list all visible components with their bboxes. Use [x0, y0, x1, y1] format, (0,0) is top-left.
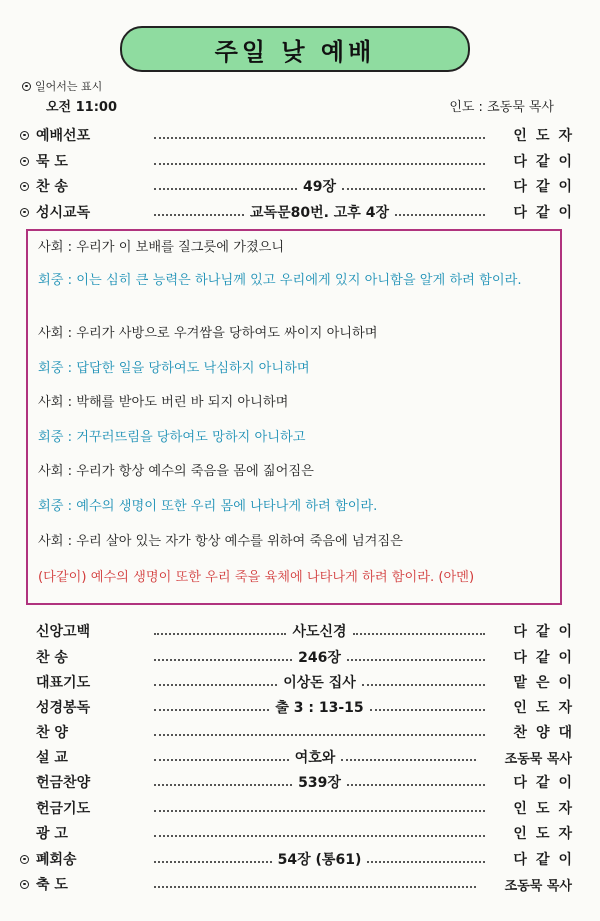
order-item-label: 묵 도 — [36, 154, 68, 170]
reading-verse-leader: 사회 : 우리가 항상 예수의 죽음을 몸에 짊어짐은 — [38, 464, 314, 479]
order-item-detail — [154, 747, 476, 767]
legend-text: 일어서는 표시 — [35, 80, 103, 93]
dot-leader — [154, 709, 269, 711]
reading-verse-congregation: 회중 : 이는 심히 큰 능력은 하나님께 있고 우리에게 있지 아니함을 알게 하려 함이라. — [38, 273, 522, 288]
order-item-content: 246장 — [298, 650, 341, 666]
dot-leader — [395, 214, 485, 216]
reading-verse-congregation: 회중 : 거꾸러뜨림을 당하여도 망하지 아니하고 — [38, 430, 306, 445]
service-time: 오전 11:00 — [46, 100, 118, 115]
order-item-role: 다같이 — [513, 650, 581, 666]
order-item — [20, 620, 581, 642]
reading-verse-leader: 사회 : 우리가 사방으로 우겨쌈을 당하여도 싸이지 아니하며 — [38, 326, 378, 341]
order-item-role: 인도자 — [513, 700, 581, 716]
order-item-detail — [154, 157, 485, 165]
service-leader: 인도 : 조동묵 목사 — [449, 100, 554, 115]
dot-leader — [154, 137, 485, 139]
order-item-role: 인도자 — [513, 128, 581, 144]
page-title: 주일 낮 예배 — [120, 26, 470, 72]
order-item — [20, 848, 581, 870]
order-item-role: 조동묵 목사 — [504, 751, 572, 767]
order-item-label: 축 도 — [36, 877, 68, 893]
dot-leader — [154, 810, 485, 812]
dot-leader — [154, 188, 297, 190]
order-item-role: 조동묵 목사 — [504, 878, 572, 894]
dot-leader — [154, 163, 485, 165]
order-item — [20, 175, 581, 197]
dot-leader — [154, 886, 476, 888]
order-item — [20, 873, 572, 895]
order-item-label: 대표기도 — [36, 675, 91, 691]
stand-legend — [22, 78, 102, 94]
order-item-label: 찬 양 — [36, 725, 68, 741]
dot-leader — [154, 214, 244, 216]
order-item-label: 성경봉독 — [36, 700, 91, 716]
dot-leader — [370, 709, 485, 711]
order-item-label: 찬 송 — [36, 650, 68, 666]
order-item-label: 찬 송 — [36, 179, 68, 195]
reading-verse-congregation: 회중 : 답답한 일을 당하여도 낙심하지 아니하며 — [38, 361, 310, 376]
order-item-detail — [154, 804, 485, 812]
order-item — [20, 150, 581, 172]
dot-leader — [154, 684, 277, 686]
circle-dot-icon — [20, 208, 29, 217]
reading-verse-congregation: 회중 : 예수의 생명이 또한 우리 몸에 나타나게 하려 함이라. — [38, 499, 378, 514]
dot-leader — [353, 633, 485, 635]
order-item-detail — [154, 880, 476, 888]
circle-dot-icon — [20, 157, 29, 166]
order-item-detail — [154, 728, 485, 736]
circle-dot-icon — [20, 855, 29, 864]
reading-verse-all: (다같이) 예수의 생명이 또한 우리 죽을 육체에 나타나게 하려 함이라. (아멘) — [38, 570, 475, 585]
order-item-role: 맡은이 — [513, 675, 581, 691]
order-item — [20, 797, 581, 819]
dot-leader — [154, 835, 485, 837]
dot-leader — [341, 759, 476, 761]
order-item — [20, 746, 572, 768]
order-item-label: 설 교 — [36, 750, 68, 766]
stand-mark — [20, 182, 36, 191]
dot-leader — [367, 861, 485, 863]
order-item-role: 다같이 — [513, 775, 581, 791]
order-item-label: 성시교독 — [36, 205, 91, 221]
circle-dot-icon — [20, 182, 29, 191]
order-item-role: 다같이 — [513, 154, 581, 170]
order-item-content: 49장 — [303, 179, 337, 195]
stand-mark — [20, 208, 36, 217]
order-item — [20, 822, 581, 844]
order-item-content: 539장 — [298, 775, 341, 791]
order-item-role: 인도자 — [513, 826, 581, 842]
order-item-label: 예배선포 — [36, 128, 91, 144]
reading-verse-leader: 사회 : 박해를 받아도 버린 바 되지 아니하며 — [38, 395, 289, 410]
dot-leader — [342, 188, 485, 190]
order-item — [20, 696, 581, 718]
order-item-content: 여호와 — [294, 750, 336, 766]
dot-leader — [154, 784, 292, 786]
order-item-role: 다같이 — [513, 205, 581, 221]
order-item-label: 신앙고백 — [36, 624, 91, 640]
order-item — [20, 671, 581, 693]
order-item-detail — [154, 772, 485, 792]
order-item-label: 폐회송 — [36, 852, 77, 868]
order-item-content: 출 3 : 13-15 — [275, 700, 364, 716]
stand-mark — [20, 157, 36, 166]
dot-leader — [362, 684, 485, 686]
dot-leader — [154, 759, 289, 761]
dot-leader — [347, 659, 485, 661]
order-item-content: 이상돈 집사 — [283, 675, 356, 691]
order-item-detail — [154, 131, 485, 139]
order-item-label: 헌금기도 — [36, 801, 91, 817]
stand-mark — [20, 880, 36, 889]
order-item-detail — [154, 176, 485, 196]
stand-mark — [20, 131, 36, 140]
order-item-content: 54장 (통61) — [277, 852, 362, 868]
order-item-role: 다같이 — [513, 624, 581, 640]
order-item-detail — [154, 697, 485, 717]
order-item-detail — [154, 647, 485, 667]
order-item — [20, 201, 581, 223]
circle-dot-icon — [20, 880, 29, 889]
service-time-row — [46, 96, 554, 115]
stand-mark — [20, 855, 36, 864]
responsive-reading-box — [26, 229, 562, 605]
dot-leader — [154, 734, 485, 736]
order-item-detail — [154, 202, 485, 222]
order-item-content: 교독문80번. 고후 4장 — [250, 205, 389, 221]
order-item-role: 인도자 — [513, 801, 581, 817]
order-item-label: 헌금찬양 — [36, 775, 91, 791]
dot-leader — [154, 633, 286, 635]
order-item-detail — [154, 621, 485, 641]
order-item-detail — [154, 829, 485, 837]
order-item-detail — [154, 849, 485, 869]
order-item — [20, 771, 581, 793]
order-item-label: 광 고 — [36, 826, 68, 842]
circle-dot-icon — [22, 82, 31, 91]
dot-leader — [347, 784, 485, 786]
order-item — [20, 124, 581, 146]
reading-verse-leader: 사회 : 우리가 이 보배를 질그릇에 가졌으니 — [38, 240, 285, 255]
order-item — [20, 646, 581, 668]
circle-dot-icon — [20, 131, 29, 140]
order-item-role: 찬양대 — [513, 725, 581, 741]
dot-leader — [154, 659, 292, 661]
order-item-role: 다같이 — [513, 179, 581, 195]
order-item-role: 다같이 — [513, 852, 581, 868]
reading-verse-leader: 사회 : 우리 살아 있는 자가 항상 예수를 위하여 죽음에 넘겨짐은 — [38, 534, 403, 549]
order-item — [20, 721, 581, 743]
dot-leader — [154, 861, 272, 863]
order-item-content: 사도신경 — [292, 624, 347, 640]
order-item-detail — [154, 672, 485, 692]
